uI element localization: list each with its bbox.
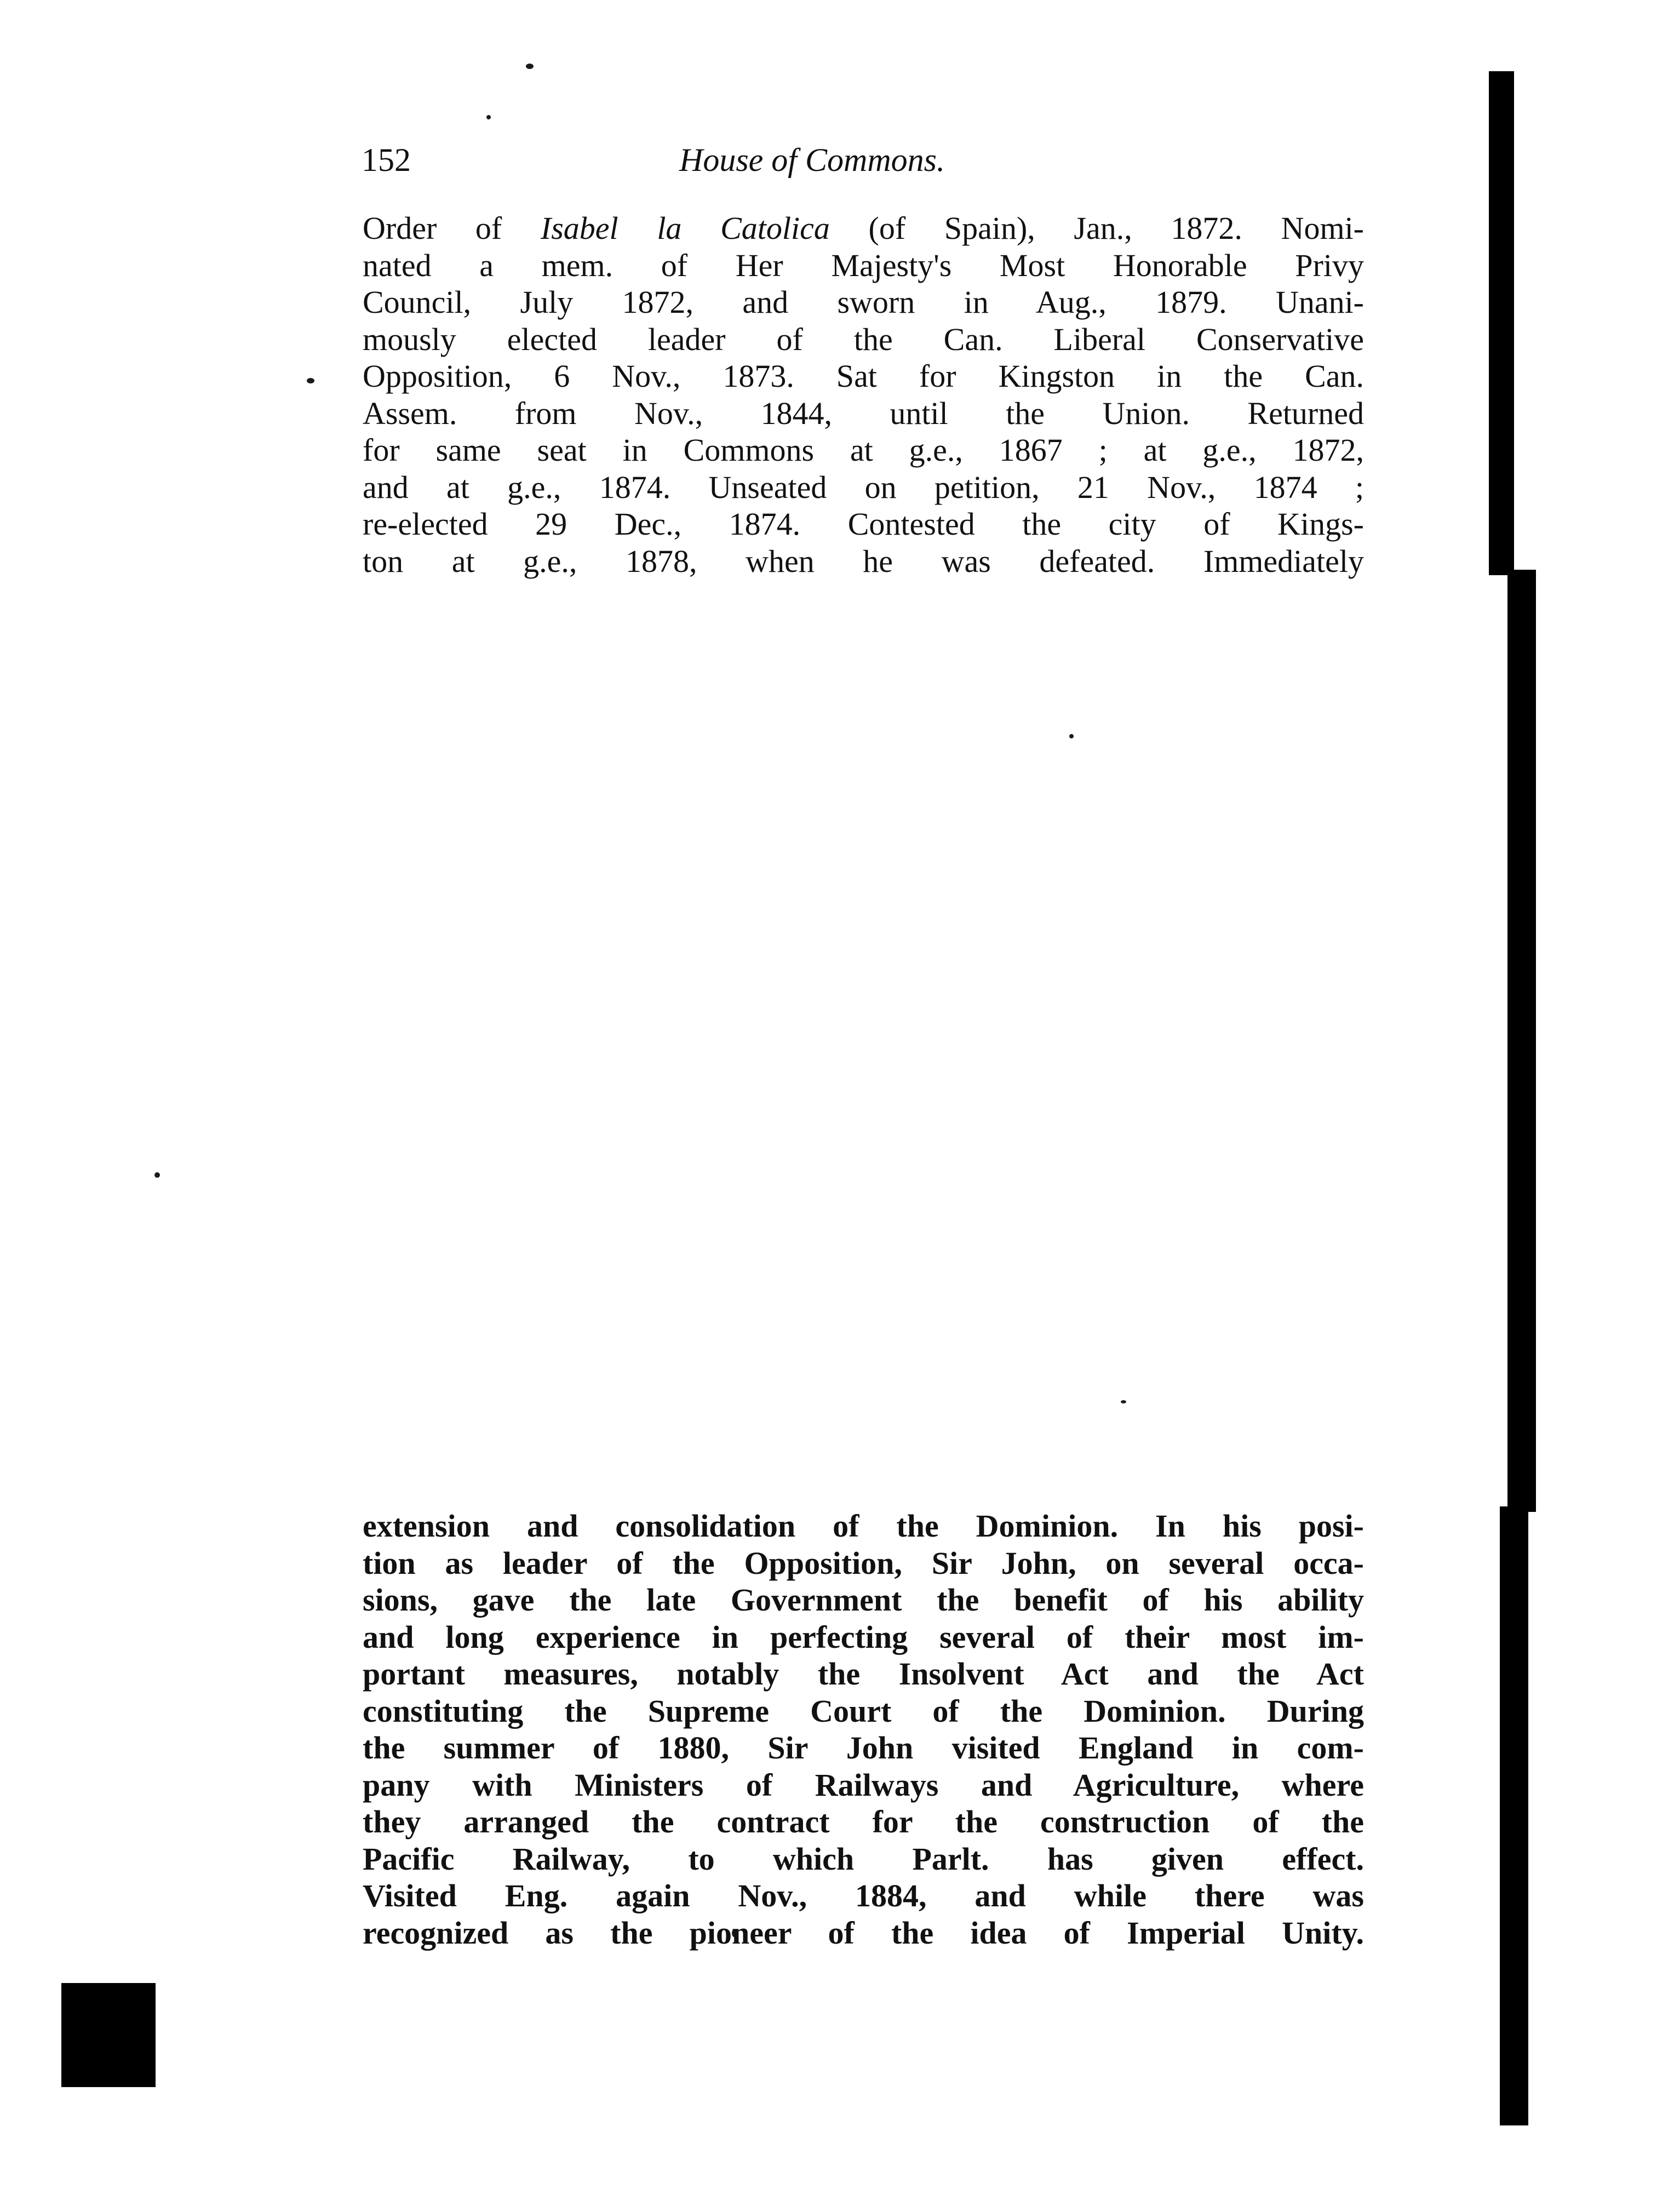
text-line: constituting the Supreme Court of the Dominion. During (363, 1693, 1364, 1729)
text-line: the summer of 1880, Sir John visited England in com- (363, 1730, 1364, 1766)
running-title: House of Commons. (679, 142, 945, 178)
scan-speck (1069, 734, 1074, 738)
bottom-text-block (363, 1508, 1364, 1951)
text-line: Assem. from Nov., 1844, until the Union. Returned (363, 395, 1364, 431)
text-line: ton at g.e., 1878, when he was defeated. Immediately (363, 543, 1364, 579)
text-line: extension and consolidation of the Dominion. In his posi- (363, 1508, 1364, 1544)
scan-speck (526, 64, 534, 69)
text-line: Visited Eng. again Nov., 1884, and while there was (363, 1878, 1364, 1913)
scan-speck (486, 115, 491, 119)
text-line: sions, gave the late Government the benefit of his ability (363, 1582, 1364, 1618)
page-number: 152 (362, 142, 411, 178)
page-header (362, 141, 1052, 185)
left-edge-scan-block (61, 1983, 156, 2087)
text-line: for same seat in Commons at g.e., 1867 ; at g.e., 1872, (363, 432, 1364, 468)
text-line: re-elected 29 Dec., 1874. Contested the city of Kings- (363, 506, 1364, 542)
top-text-block (363, 210, 1364, 580)
right-edge-scan-shadow-upper (1489, 71, 1514, 575)
right-edge-scan-shadow-lower (1500, 1506, 1528, 2125)
text-line: Pacific Railway, to which Parlt. has given effect. (363, 1841, 1364, 1877)
order-name: Isabel la Catolica (540, 210, 830, 246)
scan-speck (154, 1172, 160, 1178)
text-line: pany with Ministers of Railways and Agriculture, where (363, 1767, 1364, 1803)
right-edge-scan-shadow-middle (1507, 570, 1536, 1512)
text-line: nated a mem. of Her Majesty's Most Honorable Privy (363, 247, 1364, 283)
text-line: tion as leader of the Opposition, Sir John, on several occa- (363, 1545, 1364, 1581)
text-line: and long experience in perfecting several of their most im- (363, 1619, 1364, 1655)
text-line: Council, July 1872, and sworn in Aug., 1879. Unani- (363, 284, 1364, 320)
text-line: and at g.e., 1874. Unseated on petition, 21 Nov., 1874 ; (363, 469, 1364, 505)
text-line: Order of Isabel la Catolica (of Spain), Jan., 1872. Nomi- (363, 210, 1364, 246)
text-line: mously elected leader of the Can. Liberal Conservative (363, 321, 1364, 357)
scan-speck (1121, 1400, 1126, 1403)
text-line: they arranged the contract for the construction of the (363, 1804, 1364, 1839)
text-line: portant measures, notably the Insolvent Act and the Act (363, 1656, 1364, 1692)
text-line: recognized as the pioneer of the idea of Imperial Unity. (363, 1915, 1364, 1951)
text-line: Opposition, 6 Nov., 1873. Sat for Kingston in the Can. (363, 358, 1364, 394)
scan-speck (307, 378, 314, 383)
